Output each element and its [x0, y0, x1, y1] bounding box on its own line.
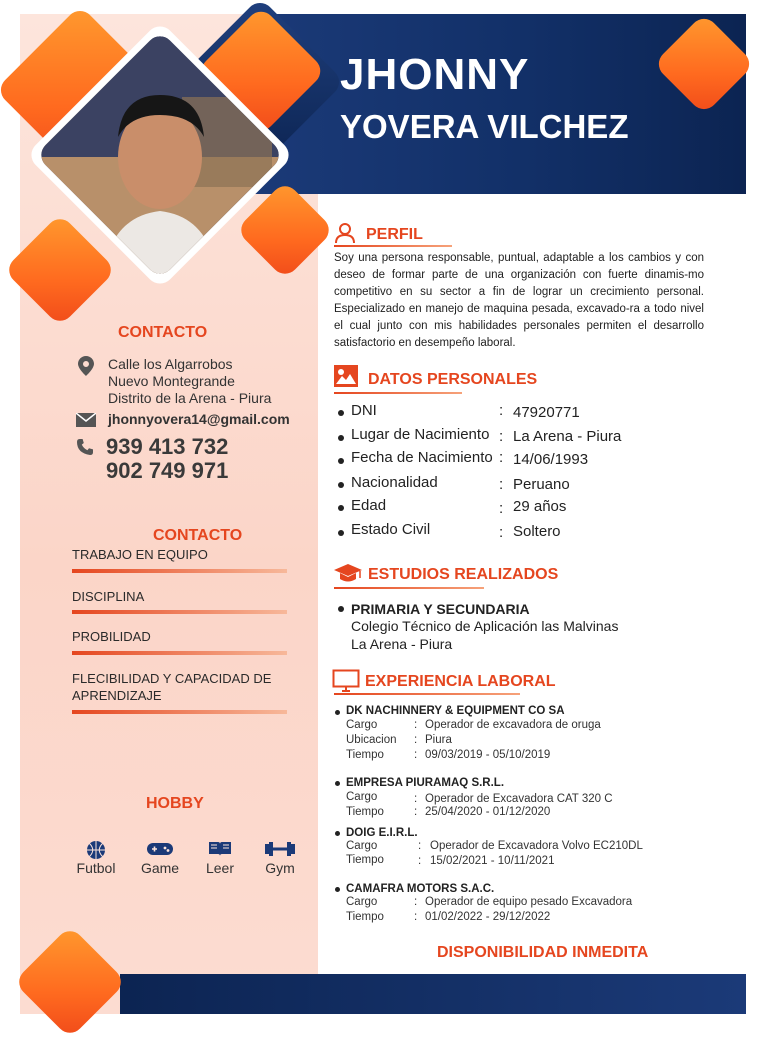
- skill-item: FLECIBILIDAD Y CAPACIDAD DE: [72, 671, 272, 686]
- job-key: Tiempo: [346, 911, 384, 923]
- bullet: [338, 606, 344, 612]
- separator: :: [499, 500, 504, 517]
- skill-bar: [72, 569, 287, 573]
- hobby-label: Futbol: [76, 860, 116, 876]
- job-value: 25/04/2020 - 01/12/2020: [425, 806, 551, 818]
- job-value: Piura: [425, 734, 452, 746]
- separator: :: [418, 855, 422, 867]
- skill-bar: [72, 651, 287, 655]
- skills-title: CONTACTO: [153, 527, 243, 544]
- skill-item: DISCIPLINA: [72, 589, 145, 604]
- separator: :: [499, 449, 504, 466]
- graduation-cap-icon: [333, 563, 363, 590]
- skill-item: PROBILIDAD: [72, 629, 151, 644]
- bullet: [338, 435, 344, 441]
- address-line: Calle los Algarrobos: [108, 356, 233, 372]
- perfil-text: Soy una persona responsable, puntual, adaptable a los cambios y con deseo de formar parte de una organización con fuerte dinamis-mo competitivo en su sector a fin de lograr un crecimiento personal. Especializado en manejo de maquina pesada, excavado-ra a todo nivel el cual junto con mis habilidades personales permiten el desarrollo satisfactorio en desempeño laboral.: [334, 252, 704, 349]
- personal-row: [338, 498, 668, 522]
- job-key: Tiempo: [346, 806, 384, 818]
- hobby-label: Leer: [205, 860, 235, 876]
- job-company: EMPRESA PIURAMAQ S.R.L.: [346, 777, 505, 789]
- separator: :: [499, 402, 504, 419]
- job-key: Cargo: [346, 719, 378, 731]
- separator: :: [414, 719, 418, 731]
- job-value: Operador de equipo pesado Excavadora: [425, 896, 633, 908]
- skill-bar: [72, 610, 287, 614]
- bullet: [338, 482, 344, 488]
- bullet: [335, 831, 340, 836]
- separator: :: [414, 793, 418, 805]
- location-pin-icon: [78, 356, 94, 381]
- address-line: Nuevo Montegrande: [108, 373, 235, 389]
- book-icon: [190, 841, 250, 857]
- studies-place: La Arena - Piura: [351, 636, 453, 652]
- job-value: 01/02/2022 - 29/12/2022: [425, 911, 551, 923]
- bullet: [335, 781, 340, 786]
- personal-label: Lugar de Nacimiento: [351, 426, 490, 443]
- personal-label: Fecha de Nacimiento: [351, 449, 493, 466]
- ball-icon: [66, 840, 126, 860]
- job-value: Operador de Excavadora Volvo EC210DL: [430, 840, 643, 852]
- personal-row: [338, 426, 668, 450]
- studies-school: Colegio Técnico de Aplicación las Malvinas: [351, 618, 619, 634]
- dumbbell-icon: [250, 841, 310, 857]
- studies-title: ESTUDIOS REALIZADOS: [368, 566, 559, 583]
- bullet: [338, 530, 344, 536]
- personal-value: La Arena - Piura: [513, 428, 622, 445]
- job-value: 09/03/2019 - 05/10/2019: [425, 749, 551, 761]
- first-name: JHONNY: [340, 50, 530, 99]
- hobby-label: Game: [140, 860, 180, 876]
- skill-item: TRABAJO EN EQUIPO: [72, 547, 208, 562]
- gamepad-icon: [130, 841, 190, 857]
- separator: :: [414, 911, 418, 923]
- bullet: [338, 410, 344, 416]
- personal-row: [338, 474, 668, 498]
- job-key: Cargo: [346, 791, 378, 803]
- personal-label: DNI: [351, 402, 377, 419]
- experience-title: EXPERIENCIA LABORAL: [365, 673, 556, 690]
- bullet: [338, 458, 344, 464]
- divider: [334, 587, 484, 589]
- job-key: Tiempo: [346, 749, 384, 761]
- job-company: DOIG E.I.R.L.: [346, 827, 418, 839]
- separator: :: [499, 428, 504, 445]
- job-value: 15/02/2021 - 10/11/2021: [430, 855, 555, 867]
- address: [108, 356, 271, 407]
- availability: DISPONIBILIDAD INMEDITA: [437, 944, 649, 961]
- personal-value: 14/06/1993: [513, 451, 589, 468]
- personal-label: Nacionalidad: [351, 474, 438, 491]
- address-line: Distrito de la Arena - Piura: [108, 390, 272, 406]
- job-key: Ubicacion: [346, 734, 397, 746]
- bullet: [338, 505, 344, 511]
- job-key: Tiempo: [346, 854, 384, 866]
- header-banner: [250, 14, 746, 194]
- personal-row: [338, 449, 668, 473]
- personal-row: [338, 522, 668, 546]
- divider: [334, 392, 462, 394]
- phone-icon: [76, 438, 94, 461]
- job-company: CAMAFRA MOTORS S.A.C.: [346, 883, 495, 895]
- separator: :: [499, 476, 504, 493]
- email[interactable]: jhonnyovera14@gmail.com: [108, 411, 290, 427]
- separator: :: [418, 840, 422, 852]
- job-value: Operador de Excavadora CAT 320 C: [425, 793, 613, 805]
- footer-banner: [120, 974, 746, 1014]
- divider: [334, 693, 520, 695]
- personal-value: 29 años: [513, 498, 567, 515]
- bullet: [335, 710, 340, 715]
- skill-bar: [72, 710, 287, 714]
- separator: :: [414, 806, 418, 818]
- bullet: [335, 887, 340, 892]
- job-key: Cargo: [346, 896, 378, 908]
- job-key: Cargo: [346, 840, 378, 852]
- separator: :: [414, 749, 418, 761]
- id-card-icon: [333, 364, 359, 393]
- personal-value: Soltero: [513, 523, 561, 540]
- perfil-title: PERFIL: [366, 226, 423, 243]
- personal-title: DATOS PERSONALES: [368, 371, 538, 388]
- hobby-title: HOBBY: [146, 795, 204, 812]
- job-value: Operador de excavadora de oruga: [425, 719, 601, 731]
- job-company: DK NACHINNERY & EQUIPMENT CO SA: [346, 705, 565, 717]
- skill-item: APRENDIZAJE: [72, 688, 162, 703]
- personal-label: Estado Civil: [351, 521, 431, 538]
- personal-value: Peruano: [513, 476, 570, 493]
- personal-label: Edad: [351, 497, 387, 514]
- last-name: YOVERA VILCHEZ: [340, 108, 629, 145]
- separator: :: [414, 896, 418, 908]
- separator: :: [414, 734, 418, 746]
- phone-1[interactable]: 939 413 732: [106, 434, 229, 459]
- divider: [334, 245, 452, 247]
- personal-value: 47920771: [513, 404, 580, 421]
- personal-row: [338, 402, 668, 426]
- hobby-label: Gym: [265, 860, 295, 876]
- separator: :: [499, 524, 504, 541]
- envelope-icon: [76, 413, 96, 432]
- contact-title: CONTACTO: [118, 324, 208, 341]
- studies-level: PRIMARIA Y SECUNDARIA: [351, 601, 530, 617]
- phone-2[interactable]: 902 749 971: [106, 458, 229, 483]
